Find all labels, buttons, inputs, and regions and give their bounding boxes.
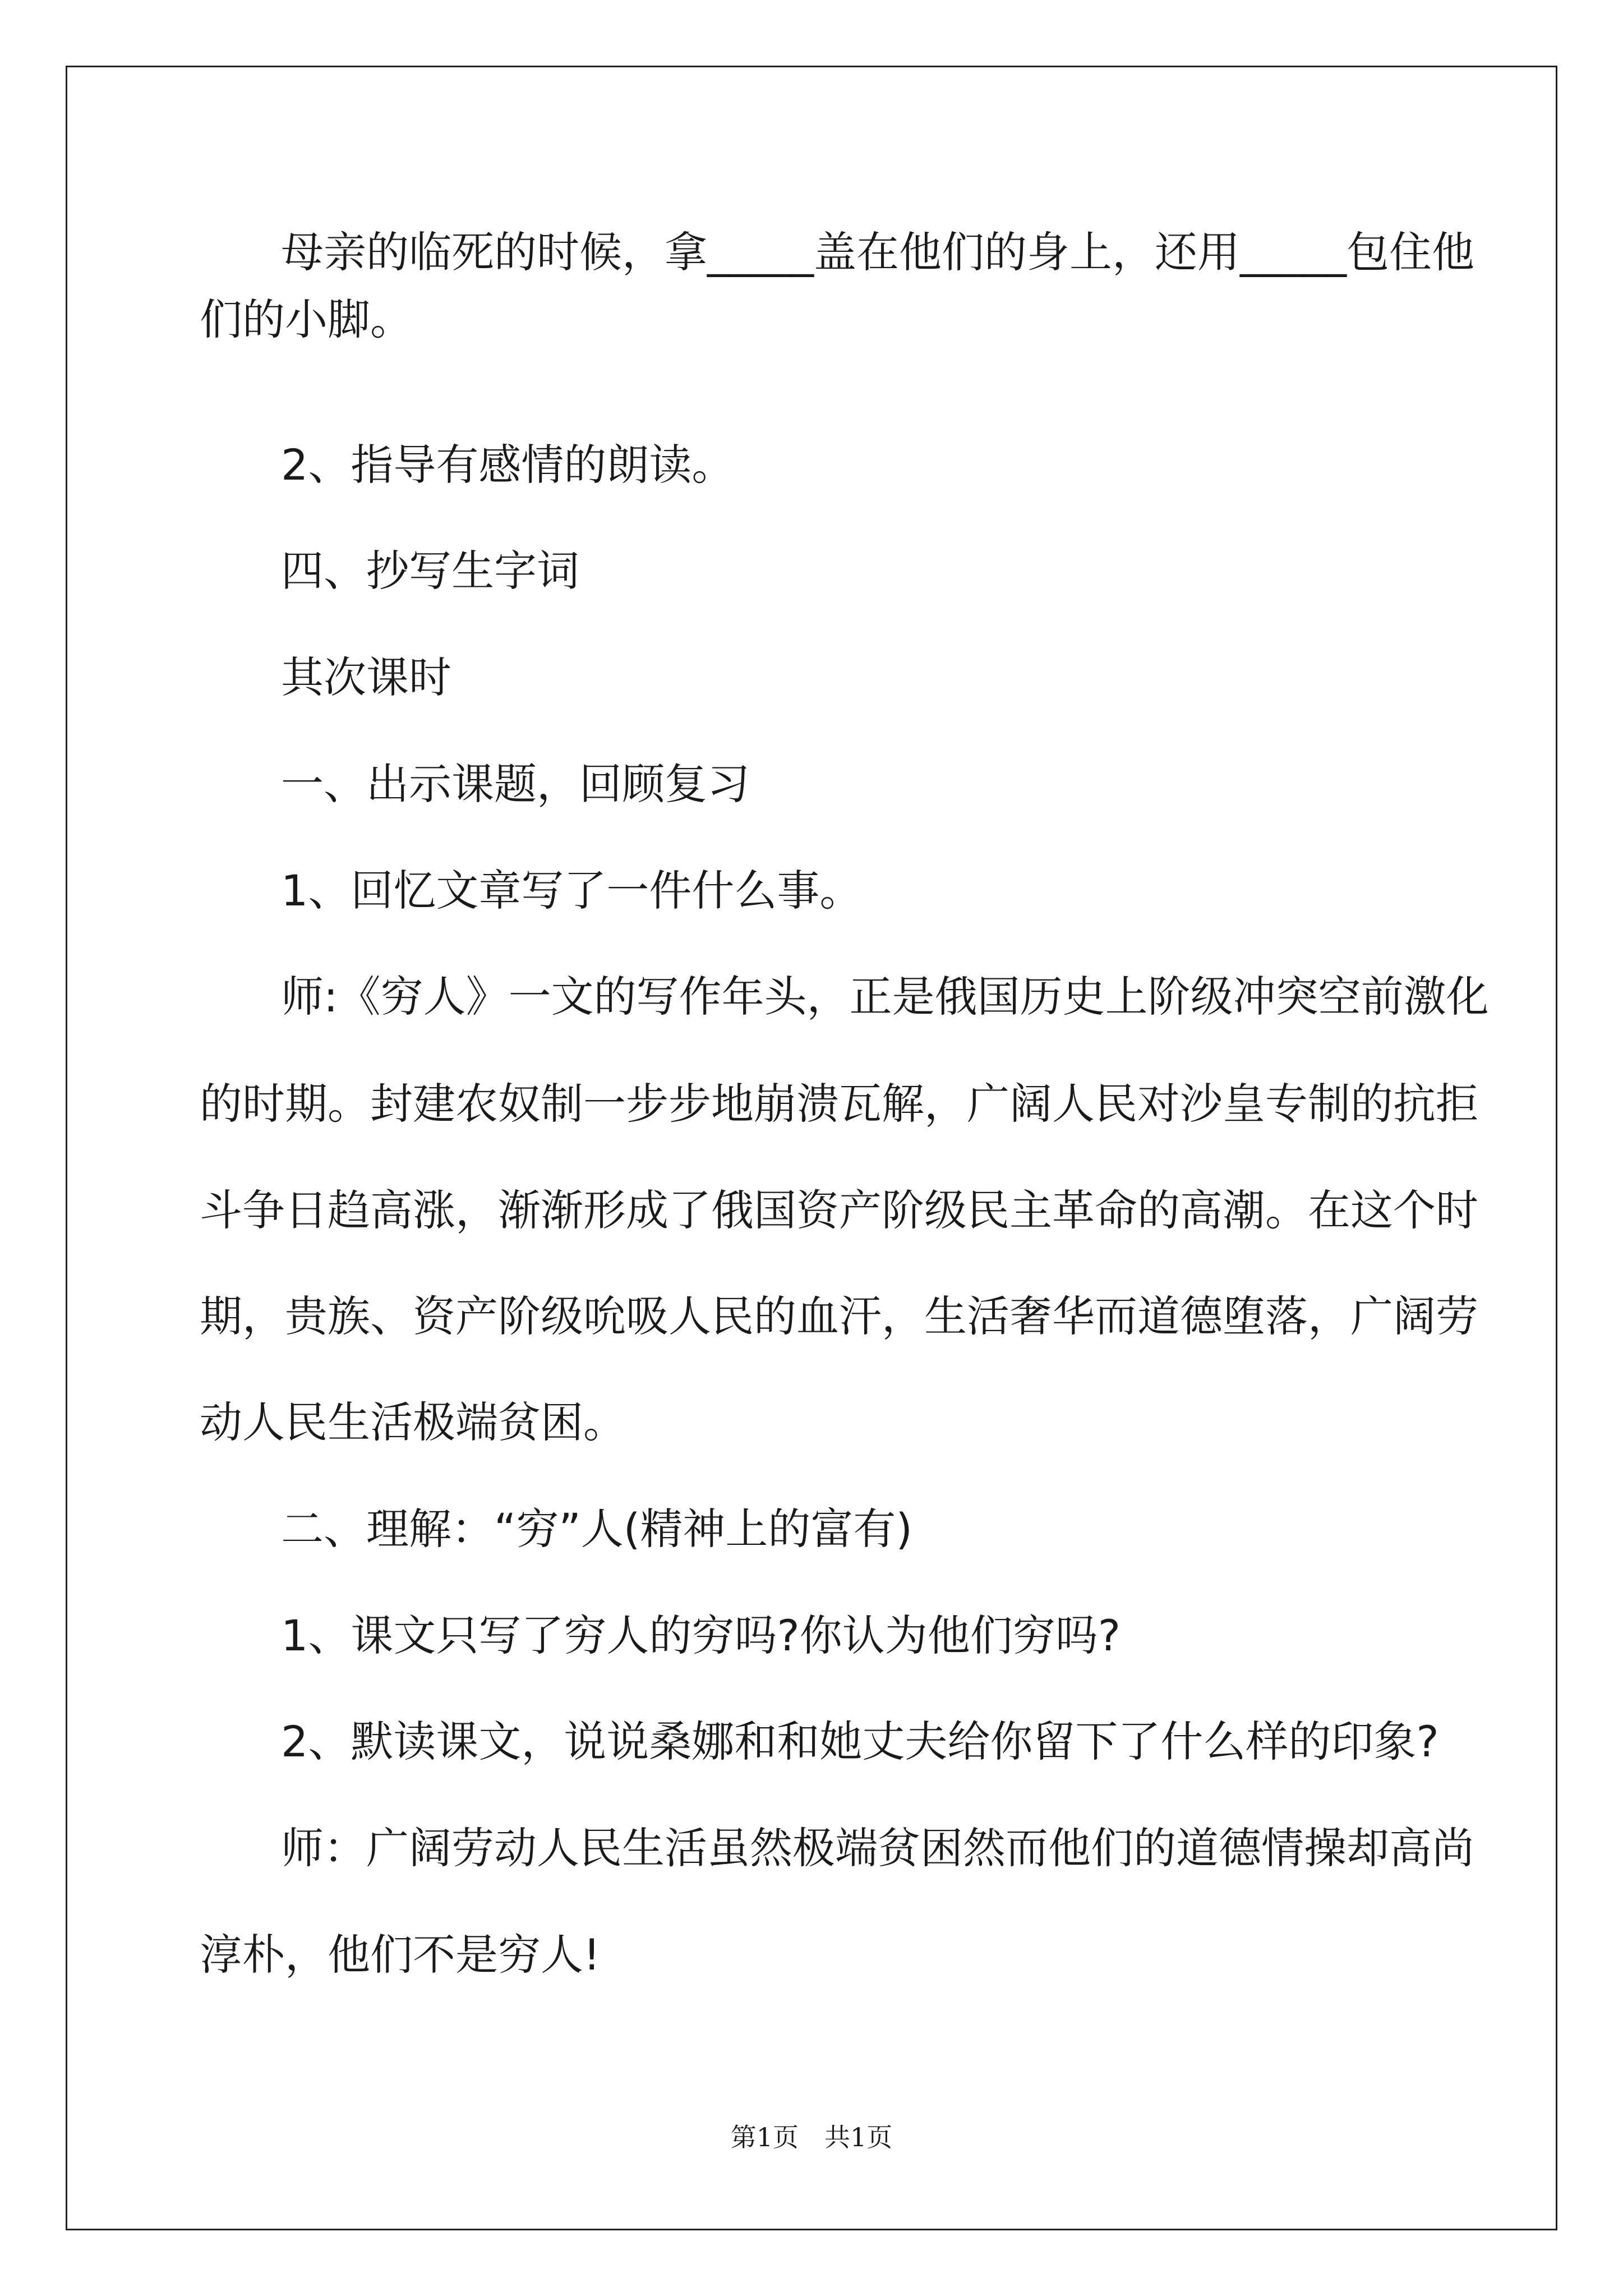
paragraph-line: 淳朴，他们不是穷人! — [200, 1930, 601, 1980]
page-number: 第1页 共1页 — [730, 2122, 893, 2152]
section-heading: 其次课时 — [281, 652, 451, 702]
paragraph-line: 2、默读课文，说说桑娜和和她丈夫给你留下了什么样的印象? — [281, 1717, 1439, 1766]
paragraph-line: 们的小脚。 — [200, 295, 413, 344]
paragraph-line: 斗争日趋高涨，渐渐形成了俄国资产阶级民主革命的高潮。在这个时 — [200, 1185, 1478, 1235]
paragraph-line: 母亲的临死的时候，拿_____盖在他们的身上，还用_____包住他 — [281, 227, 1474, 277]
paragraph-line: 期，贵族、资产阶级吮吸人民的血汗，生活奢华而道德堕落，广阔劳 — [200, 1291, 1478, 1341]
section-heading: 四、抄写生字词 — [281, 546, 579, 596]
paragraph-line: 师：广阔劳动人民生活虽然极端贫困然而他们的道德情操却高尚 — [281, 1823, 1474, 1873]
page-border — [66, 66, 1557, 2230]
paragraph-line: 1、回忆文章写了一件什么事。 — [281, 866, 863, 915]
section-heading: 二、理解：“穷”人(精神上的富有) — [281, 1504, 913, 1554]
paragraph-line: 师:《穷人》一文的写作年头，正是俄国历史上阶级冲突空前激化 — [281, 972, 1489, 1022]
paragraph-line: 2、指导有感情的朗读。 — [281, 440, 735, 490]
paragraph-line: 1、课文只写了穷人的穷吗?你认为他们穷吗? — [281, 1611, 1121, 1660]
paragraph-line: 的时期。封建农奴制一步步地崩溃瓦解，广阔人民对沙皇专制的抗拒 — [200, 1079, 1478, 1129]
paragraph-line: 动人民生活极端贫困。 — [200, 1397, 626, 1447]
section-heading: 一、出示课题，回顾复习 — [281, 759, 750, 809]
